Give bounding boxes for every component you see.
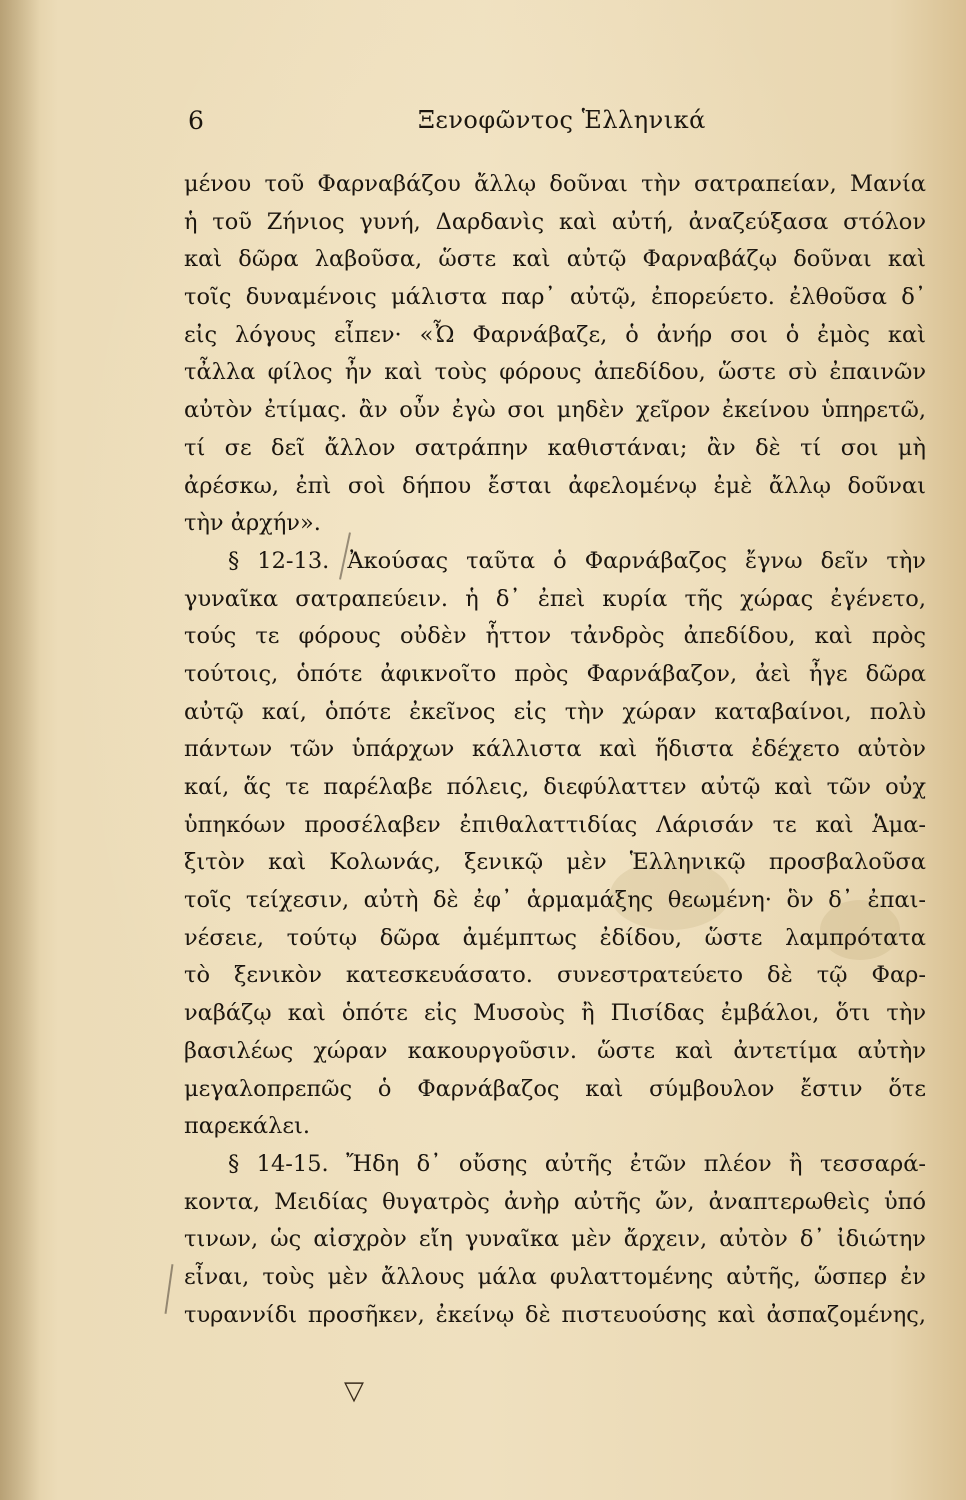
body-text bbox=[184, 166, 926, 1334]
text-line: μεγαλοπρεπῶς ὁ Φαρνάβαζος καὶ σύμβουλον ἔστιν ὅτε bbox=[184, 1075, 926, 1102]
text-line: καὶ δῶρα λαβοῦσα, ὥστε καὶ αὐτῷ Φαρναβάζῳ δοῦναι καὶ bbox=[184, 246, 926, 273]
page-edge-shadow bbox=[0, 0, 40, 1500]
text-line: νέσειε, τούτῳ δῶρα ἀμέμπτως ἐδίδου, ὥστε λαμπρότατα bbox=[184, 924, 926, 951]
text-line: μένου τοῦ Φαρναβάζου ἄλλῳ δοῦναι τὴν σατραπείαν, Μανία bbox=[184, 171, 926, 197]
text-line: αὐτῷ καί, ὁπότε ἐκεῖνος εἰς τὴν χώραν καταβαίνοι, πολὺ bbox=[184, 698, 926, 725]
text-line: κοντα, Μειδίας θυγατρὸς ἀνὴρ αὐτῆς ὤν, ἀναπτερωθεὶς ὑπό bbox=[184, 1188, 926, 1215]
page-number: 6 bbox=[188, 106, 204, 135]
page-header bbox=[188, 106, 878, 146]
text-line: ξιτὸν καὶ Κολωνάς, ξενικῷ μὲν Ἑλληνικῷ προσβαλοῦσα bbox=[184, 849, 926, 876]
text-line: ὑπηκόων προσέλαβεν ἐπιθαλαττιδίας Λάρισάν τε καὶ Ἁμα- bbox=[184, 811, 926, 838]
text-line: τὴν ἀρχήν». bbox=[184, 510, 321, 537]
text-line: εἰς λόγους εἶπεν· «Ὦ Φαρνάβαζε, ὁ ἀνήρ σοι ὁ ἐμὸς καὶ bbox=[184, 321, 926, 348]
text-line: πάντων τῶν ὑπάρχων κάλλιστα καὶ ἥδιστα ἐδέχετο αὐτὸν bbox=[184, 736, 926, 763]
text-line: ναβάζῳ καὶ ὁπότε εἰς Μυσοὺς ἢ Πισίδας ἐμβάλοι, ὅτι τὴν bbox=[184, 1000, 926, 1027]
text-line: τὸ ξενικὸν κατεσκευάσατο. συνεστρατεύετο δὲ τῷ Φαρ- bbox=[184, 962, 926, 989]
text-line: καί, ἅς τε παρέλαβε πόλεις, διεφύλαττεν αὐτῷ καὶ τῶν οὐχ bbox=[184, 774, 926, 800]
text-line: παρεκάλει. bbox=[184, 1113, 311, 1140]
text-line: τυραννίδι προσῆκεν, ἐκείνῳ δὲ πιστευούσης καὶ ἀσπαζομένης, bbox=[184, 1301, 926, 1328]
text-line: ἡ τοῦ Ζήνιος γυνή, Δαρδανὶς καὶ αὐτή, ἀναζεύξασα στόλον bbox=[184, 208, 926, 235]
text-line: αὐτὸν ἐτίμας. ἂν οὖν ἐγὼ σοι μηδὲν χεῖρον ἐκείνου ὑπηρετῶ, bbox=[184, 397, 926, 424]
section-heading-line: § 12-13. Ἀκούσας ταῦτα ὁ Φαρνάβαζος ἔγνω δεῖν τὴν bbox=[228, 547, 926, 574]
text-line: ἀρέσκω, ἐπὶ σοὶ δήπου ἔσται ἀφελομένῳ ἐμὲ ἄλλῳ δοῦναι bbox=[184, 472, 926, 499]
text-line: εἶναι, τοὺς μὲν ἄλλους μάλα φυλαττομένης αὐτῆς, ὥσπερ ἐν bbox=[184, 1263, 926, 1290]
text-line: τοῖς δυναμένοις μάλιστα παρ᾿ αὐτῷ, ἐπορεύετο. ἐλθοῦσα δ᾿ bbox=[184, 284, 926, 311]
text-line: τἆλλα φίλος ἦν καὶ τοὺς φόρους ἀπεδίδου, ὥστε σὺ ἐπαινῶν bbox=[184, 359, 926, 386]
text-line: τινων, ὡς αἰσχρὸν εἴη γυναῖκα μὲν ἄρχειν, αὐτὸν δ᾿ ἰδιώτην bbox=[184, 1226, 926, 1253]
text-line: βασιλέως χώραν κακουργοῦσιν. ὥστε καὶ ἀντετίμα αὐτὴν bbox=[184, 1037, 926, 1064]
section-heading-line: § 14-15. Ἤδη δ᾿ οὔσης αὐτῆς ἐτῶν πλέον ἢ τεσσαρά- bbox=[228, 1150, 926, 1177]
text-line: γυναῖκα σατραπεύειν. ἡ δ᾿ ἐπεὶ κυρία τῆς χώρας ἐγένετο, bbox=[184, 585, 926, 612]
pencil-check-mark: ▽ bbox=[344, 1376, 364, 1406]
text-line: τούς τε φόρους οὐδὲν ἧττον τἀνδρὸς ἀπεδίδου, καὶ πρὸς bbox=[184, 623, 926, 650]
text-line: τί σε δεῖ ἄλλον σατράπην καθιστάναι; ἂν δὲ τί σοι μὴ bbox=[184, 434, 926, 461]
text-line: τούτοις, ὁπότε ἀφικνοῖτο πρὸς Φαρνάβαζον, ἀεὶ ἦγε δῶρα bbox=[184, 660, 926, 687]
pencil-mark bbox=[165, 1264, 174, 1314]
running-title: Ξενοφῶντος Ἑλληνικά bbox=[418, 106, 706, 134]
text-line: τοῖς τείχεσιν, αὐτὴ δὲ ἐφ᾿ ἁρμαμάξης θεωμένη· ὃν δ᾿ ἐπαι- bbox=[184, 887, 926, 914]
